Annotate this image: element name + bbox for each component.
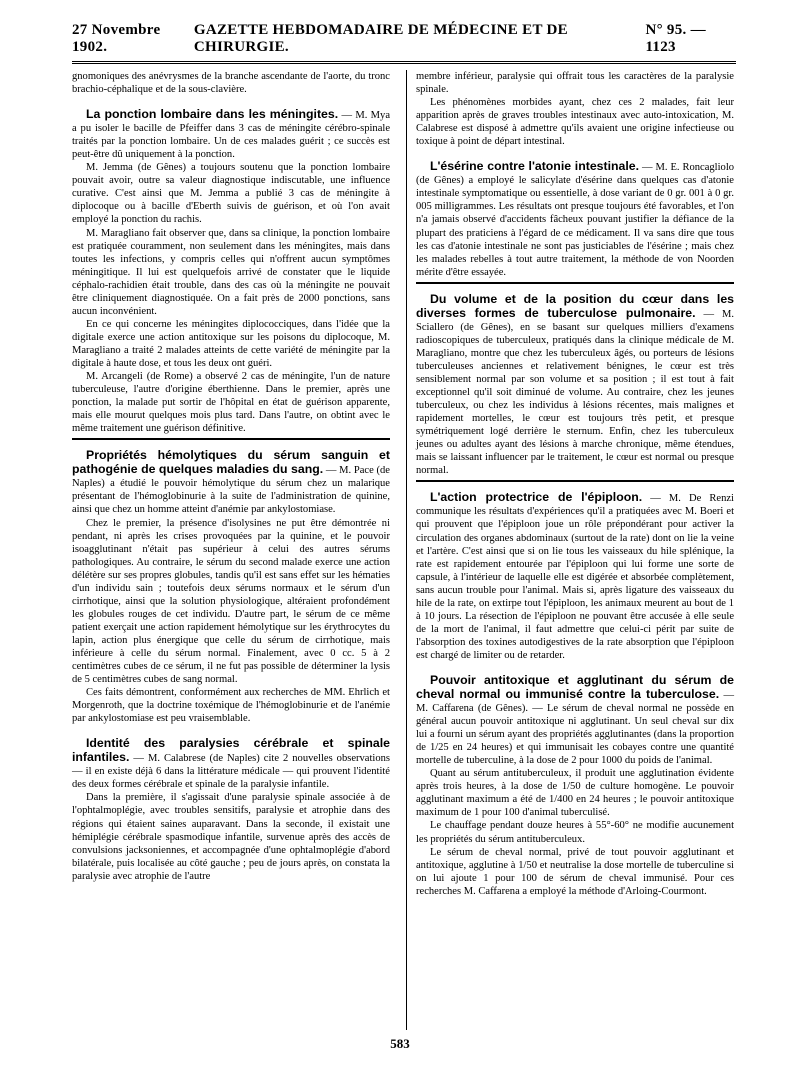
left-column: [72, 70, 390, 883]
article-text: — M. Pace (de Naples) a étudié le pouvoir hémolytique du sérum chez un malarique présentant de l'hémoglobinurie à la suite de l'administration de quinine, ainsi que chez un homme atteint d'anémie par ankylostomiase.: [72, 465, 390, 516]
paragraph: Le sérum de cheval normal, privé de tout pouvoir agglutinant et antitoxique, agglutine à 1/50 et neutralise la dose mortelle de tuberculine si on lui ajoute 1 pour 100 de sérum de cheval immunisé. Pour ces recherches M. Caffarena a employé la méthode d'Arloing-Courmont.: [416, 846, 734, 897]
article-title: L'ésérine contre l'atonie intestinale.: [430, 159, 640, 174]
article-title: La ponction lombaire dans les méningites.: [86, 107, 339, 122]
article-antitoxique: [416, 674, 734, 767]
continued-paragraph: membre inférieur, paralysie qui offrait tous les caractères de la paralysie spinale.: [416, 71, 734, 96]
paragraph: Dans la première, il s'agissait d'une paralysie spinale associée à de l'ophtalmoplégie, avec troubles sensitifs, paralysie et atrophie dans des régions qui étaient saines auparavant. Dans la seconde, il existait une hémiplégie cérébrale spasmodique infantile, survenue après des accès de convulsions jacksoniennes, et accompagnée d'une ophtalmoplégie d'abord bilatérale, puis localisée au côté gauche ; peu de jours après, on constata la paralysie avec atrophie de l'autre: [72, 792, 390, 882]
header-issue: N° 95. — 1123: [645, 22, 706, 55]
article-text: — M. Mya a pu isoler le bacille de Pfeiffer dans 3 cas de méningite cérébro-spinale traités par la ponction lombaire. Un de ces malades guérit ; ce succès est peut-être dû uniquement à la ponction.: [72, 110, 391, 161]
article-eserine: [416, 160, 734, 278]
page-number: 583: [390, 1036, 410, 1051]
article-hemolytiques: [72, 449, 390, 516]
column-divider: [406, 70, 407, 1030]
paragraph: Le chauffage pendant douze heures à 55°-60° ne modifie aucunement les propriétés du sérum antituberculeux.: [416, 820, 734, 845]
right-column: [416, 70, 734, 898]
section-rule: [416, 282, 734, 284]
paragraph: M. Jemma (de Gênes) a toujours soutenu que la ponction lombaire pouvait avoir, outre sa valeur diagnostique indiscutable, une influence curative. C'est ainsi que M. Jemma a publié 3 cas de méningite à diplocoque ou à bacille d'Eberth suivis de guérison, et où l'on avait employé la ponction du rachis.: [72, 162, 390, 226]
paragraph: M. Maragliano fait observer que, dans sa clinique, la ponction lombaire est pratiquée couramment, non seulement dans les méningites, mais dans toutes les infections, y compris celles qui n'offrent aucun symptômes méningitique. Il lui est quelquefois arrivé de constater que le liquide céphalo-rachidien était trouble, dans des cas où la méningite ne pouvait être cliniquement diagnostiquée. On a fait près de 2000 ponctions, sans aucun inconvénient.: [72, 227, 390, 317]
article-text: — M. Calabrese (de Naples) cite 2 nouvelles observations — il en existe déjà 6 dans la littérature médicale — qui prouvent l'identité des deux formes cérébrale et spinale de la paralysie infantile.: [72, 753, 390, 791]
article-paralysies: [72, 737, 390, 791]
article-epiploon: [416, 491, 734, 662]
paragraph: Quant au sérum antituberculeux, il produit une agglutination évidente après trois heures, à la dose de 1/50 de culture homogène. Le pouvoir agglutinant maximum a été de 1/400 en 24 heures ; le pouvoir antitoxique maximum de 1 pour 100 d'animal tuberculisé.: [416, 768, 734, 819]
article-title: Du volume et de la position du cœur dans les diverses formes de tuberculose pulmonaire.: [416, 291, 734, 320]
paragraph: En ce qui concerne les méningites diplococciques, dans l'idée que la digitale exerce une action antitoxique sur les poisons du diplocoque, M. Maragliano a traité 2 malades atteints de cette variété de méningite par la digitale à haute dose, et tous les deux ont guéri.: [72, 318, 390, 369]
article-ponction: [72, 108, 390, 161]
article-text: — M. E. Roncagliolo (de Gênes) a employé le salicylate d'ésérine dans quelques cas d'atonie intestinale symptomatique ou essentielle, à dose variant de 0 gr. 001 à 0 gr. 005 milligrammes. Les résultats ont presque toujours été favorables, et l'on n'a jamais observé d'accidents fâcheux pouvant justifier la défiance de la plupart des praticiens à l'égard de ce médicament. Il va sans dire que tous les cas d'atonie intestinale ne sont pas justiciables de l'ésérine ; mais chez les malades rebelles à tout autre traitement, la méthode de von Noorden mérite d'être essayée.: [416, 162, 735, 278]
header-title: GAZETTE HEBDOMADAIRE DE MÉDECINE ET DE CHIRURGIE.: [193, 22, 568, 55]
paragraph: M. Arcangeli (de Rome) a observé 2 cas de méningite, l'un de nature tuberculeuse, l'autre d'origine éberthienne. Dans le premier, après une ponction, la malade put sortir de l'hôpital en état de guérison apparente, mais elle mourut quelques mois plus tard. Dans l'autre, on obtint avec le même traitement une guérison définitive.: [72, 371, 390, 435]
intro-paragraph: gnomoniques des anévrysmes de la branche ascendante de l'aorte, du tronc brachio-céphalique et de la sous-clavière.: [72, 71, 390, 96]
header-date: 27 Novembre 1902.: [72, 22, 161, 55]
article-text: — M. Sciallero (de Gênes), en se basant sur quelques milliers d'examens radioscopiques de tuberculeux, pratiqués dans la clinique médicale de M. Maragliano, montre que chez les tuberculeux âgés, ou porteurs de lésions tuberculeuses anciennes et relativement bénignes, le cœur est très sensiblement normal par son volume et sa position ; il est tout à fait exceptionnel qu'il soit diminué de volume. Au contraire, chez les jeunes tuberculeux, ou chez les individus à lésions récentes, mais malignes et rapidement mortelles, le cœur est toujours très petit, et presque symétriquement logé derrière le sternum. Enfin, chez les tuberculeux jeunes ou adultes ayant des lésions à marche chronique, même étendues, mais se laissant influencer par le traitement, le cœur est normal ou presque normal.: [416, 308, 735, 477]
paragraph: Ces faits démontrent, conformément aux recherches de MM. Ehrlich et Morgenroth, que la doctrine toxémique de l'hémoglobinurie et de l'anémie par ankylostomiase est peu vraisemblable.: [72, 687, 390, 725]
header-rule: [72, 61, 736, 64]
section-rule: [416, 480, 734, 482]
paragraph: Chez le premier, la présence d'isolysines ne put être démontrée ni pendant, ni après les crises provoquées par la quinine, et le pouvoir isoagglutinant n'était pas supérieur à celui des autres sérums pathologiques. Au contraire, le sérum du second malade exerce une action délétère sur ses propres globules, tandis qu'il est sans effet sur les hématies d'un individu sain ; toutefois deux sérums normaux et le sérum d'un cirrhotique, ainsi que la solution physiologique, altéraient profondément les globules rouges de cet individu. D'autre part, le sérum de ce même patient exerçait une action rapidement hémolytique sur les érythrocytes du lapin, action plus énergique que celle du sérum de cirrhotique, mais inférieure à celle du sérum normal. Finalement, avec 0 cc. 5 à 2 centimètres cubes de ce sérum, il ne fut pas possible de déterminer la lysis de 5 centimètres cubes de sang normal.: [72, 517, 390, 686]
section-rule: [72, 438, 390, 440]
article-title: Pouvoir antitoxique et agglutinant du sérum de cheval normal ou immunisé contre la tuberculose.: [416, 672, 734, 702]
paragraph: Les phénomènes morbides ayant, chez ces 2 malades, fait leur apparition après de graves troubles intestinaux avec auto-intoxication, M. Calabrese est disposé à admettre qu'ils avaient une origine infectieuse ou toxique à point de départ intestinal.: [416, 97, 734, 148]
article-text: — M. Caffarena (de Gênes). — Le sérum de cheval normal ne possède en général aucun pouvoir antitoxique ni agglutinant. Un seul cheval sur dix lui a fourni un sérum ayant des propriétés agglutinantes (dans la proportion de 1/25 en 24 heures) et qui immunisait les cobayes contre une quantité mortelle de tuberculine, à la dose de 2 pour 1000 du poids de l'animal.: [416, 690, 735, 767]
article-text: — M. De Renzi communique les résultats d'expériences qu'il a pratiquées avec M. Boeri et qui prouvent que l'épiploon joue un rôle prépondérant pour activer la circulation des organes abdominaux (surtout de la rate) dont on lie la veine et l'artère. C'est ainsi que si on lie tous les vaisseaux du hile splénique, la rate est rapidement entourée par l'épiploon qui lui forme une sorte de capsule, à l'intérieur de laquelle elle est digérée et absorbée complètement, sans aucun trouble pour l'animal. Mais si, après ligature des vaisseaux du hile de la rate, on extirpe tout l'épiploon, les animaux meurent au bout de 1 à 10 jours. La résection de l'épiploon ne pouvant être accusée à elle seule de la mort de l'animal, il faut admettre que celui-ci périt par suite de l'absorption des toxines autodigestives de la rate absorption que l'épiploon est chargé de limiter ou de retarder.: [416, 493, 734, 661]
article-coeur: [416, 293, 734, 478]
article-title: Identité des paralysies cérébrale et spinale infantiles.: [72, 736, 390, 765]
article-title: Propriétés hémolytiques du sérum sanguin et pathogénie de quelques maladies du sang.: [72, 448, 390, 477]
article-title: L'action protectrice de l'épiploon.: [430, 490, 643, 505]
running-header: [72, 22, 736, 56]
